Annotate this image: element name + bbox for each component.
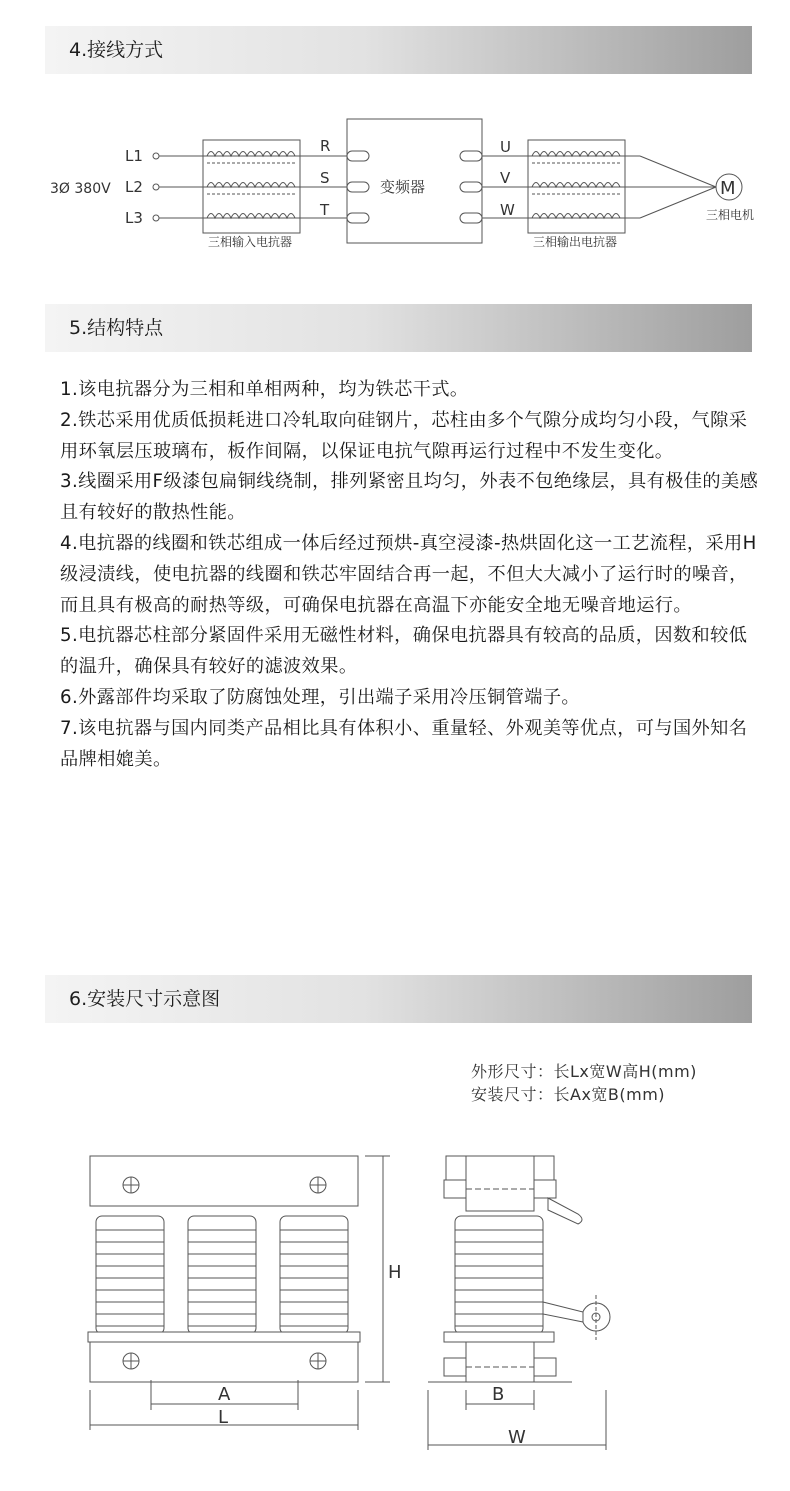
motor-symbol: M	[720, 178, 736, 199]
dim-h-label: H	[388, 1262, 402, 1283]
output-reactor-label: 三相输出电抗器	[533, 235, 618, 249]
line-label-l2: L2	[125, 178, 143, 196]
list-item: 5.电抗器芯柱部分紧固件采用无磁性材料，确保电抗器具有较高的品质，因数和较低的温升，确保具有较好的滤波效果。	[60, 625, 748, 678]
outline-size-text: 外形尺寸：长Lx宽W高H(mm)	[471, 1062, 697, 1081]
section-title: 5.结构特点	[69, 317, 164, 339]
output-label-v: V	[500, 169, 511, 187]
list-item: 7.该电抗器与国内同类产品相比具有体积小、重量轻、外观美等优点，可与国外知名品牌相媲美。	[60, 717, 748, 770]
section-title: 4.接线方式	[69, 39, 164, 61]
input-reactor-label: 三相输入电抗器	[208, 235, 293, 249]
feature-list	[60, 375, 760, 775]
wiring-diagram	[0, 105, 790, 265]
list-item: 6.外露部件均采取了防腐蚀处理，引出端子采用冷压铜管端子。	[60, 686, 581, 708]
section-title: 6.安装尺寸示意图	[69, 988, 221, 1010]
list-item: 1.该电抗器分为三相和单相两种，均为铁芯干式。	[60, 379, 469, 400]
dim-l-label: L	[218, 1407, 229, 1428]
input-label-s: S	[320, 169, 330, 187]
section-header-wiring	[45, 26, 752, 74]
output-label-u: U	[500, 138, 511, 156]
dim-b-label: B	[492, 1384, 505, 1405]
list-item: 2.铁芯采用优质低损耗进口冷轧取向硅钢片，芯柱由多个气隙分成均匀小段，气隙采用环氧层压玻璃布，板作间隔，以保证电抗气隙再运行过程中不发生变化。	[60, 409, 748, 462]
list-item: 4.电抗器的线圈和铁芯组成一体后经过预烘-真空浸漆-热烘固化这一工艺流程，采用H级浸渍线，使电抗器的线圈和铁芯牢固结合再一起，不但大大减小了运行时的噪音，而且具有极高的耐热等级，可确保电抗器在高温下亦能安全地无噪音地运行。	[60, 532, 757, 616]
dimension-drawing	[0, 1050, 790, 1470]
motor-label: 三相电机	[706, 208, 755, 222]
output-label-w: W	[500, 201, 515, 219]
input-label-r: R	[320, 137, 331, 155]
section-header-install	[45, 975, 752, 1023]
dim-w-label: W	[508, 1427, 526, 1448]
section-header-structure	[45, 304, 752, 352]
supply-label: 3Ø 380V	[50, 181, 111, 197]
list-item: 3.线圈采用F级漆包扁铜线绕制，排列紧密且均匀，外表不包绝缘层，具有极佳的美感且有较好的散热性能。	[60, 471, 759, 524]
inverter-label: 变频器	[380, 178, 426, 196]
line-label-l1: L1	[125, 147, 143, 165]
line-label-l3: L3	[125, 209, 143, 227]
dim-a-label: A	[218, 1384, 231, 1405]
mount-size-text: 安装尺寸：长Ax宽B(mm)	[471, 1085, 666, 1104]
input-label-t: T	[320, 201, 330, 219]
